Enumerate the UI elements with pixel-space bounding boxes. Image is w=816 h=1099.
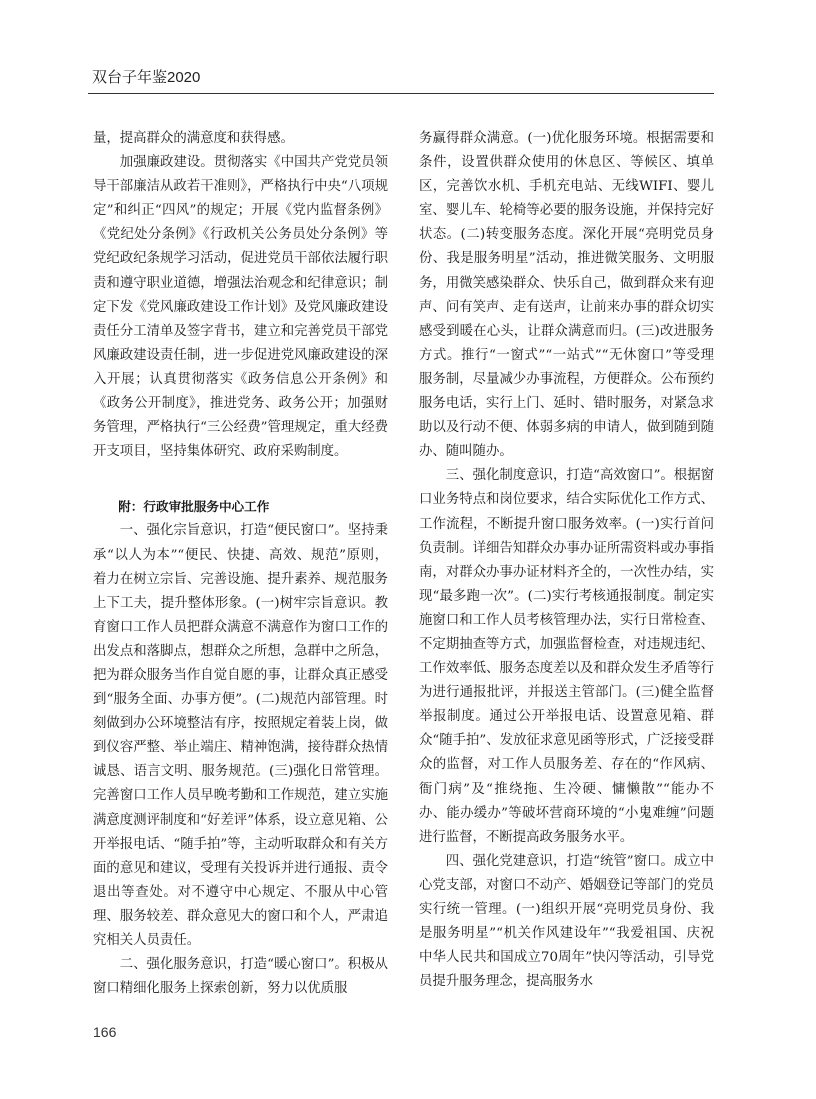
page-number: 166 [93, 1024, 117, 1040]
paragraph: 务赢得群众满意。(一)优化服务环境。根据需要和条件，设置供群众使用的休息区、等候区、填单区，完善饮水机、手机充电站、无线WIFI、婴儿室、婴儿车、轮椅等必要的服务设施，并保持完好状态。(二)转变服务态度。深化开展“亮明党员身份、我是服务明星”活动，推进微笑服务、文明服务，用微笑感染群众、快乐自己，做到群众来有迎声、问有笑声、走有送声，让前来办事的群众切实感受到暖在心头，让群众满意而归。(三)改进服务方式。推行“一窗式”“一站式”“无休窗口”等受理服务制，尽量减少办事流程，方便群众。公布预约服务电话，实行上门、延时、错时服务，对紧急求助以及行动不便、体弱多病的申请人，做到随到随办、随叫随办。 [419, 131, 714, 460]
paragraph: 四、强化党建意识，打造“统管”窗口。成立中心党支部，对窗口不动产、婚姻登记等部门的党员实行统一管理。(一)组织开展“亮明党员身份、我是服务明星”“机关作风建设年”“我爱祖国、庆祝中华人民共和国成立70周年”快闪等活动，引导党员提升服务理念，提高服务水 [419, 853, 714, 990]
section-heading: 附：行政审批服务中心工作 [118, 499, 270, 515]
paragraph: 二、强化服务意识，打造“暖心窗口”。积极从窗口精细化服务上探索创新，努力以优质服 [93, 957, 388, 997]
paragraph: 一、强化宗旨意识，打造“便民窗口”。坚持秉承“以人为本”“便民、快捷、高效、规范”原则，着力在树立宗旨、完善设施、提升素养、规范服务上下工夫，提升整体形象。(一)树牢宗旨意识。教育窗口工作人员把群众满意不满意作为窗口工作的出发点和落脚点，想群众之所想，急群中之所急，把为群众服务当作自觉自愿的事，让群众真正感受到“服务全面、办事方便”。(二)规范内部管理。时刻做到办公环境整洁有序，按照规定着装上岗，做到仪容严整、举止端庄、精神饱满，接待群众热情诚恳、语言文明、服务规范。(三)强化日常管理。完善窗口工作人员早晚考勤和工作规范，建立实施满意度测评制度和“好差评”体系，设立意见箱、公开举报电话、“随手拍”等，主动听取群众和有关方面的意见和建议，受理有关投诉并进行通报、责令退出等查处。对不遵守中心规定、不服从中心管理、服务较差、群众意见大的窗口和个人，严肃追究相关人员责任。 [93, 523, 388, 948]
paragraph: 三、强化制度意识，打造“高效窗口”。根据窗口业务特点和岗位要求，结合实际优化工作方式、工作流程，不断提升窗口服务效率。(一)实行首问负责制。详细告知群众办事办证所需资料或办事指南，对群众办事办证材料齐全的，一次性办结，实现“最多跑一次”。(二)实行考核通报制度。制定实施窗口和工作人员考核管理办法，实行日常检查、不定期抽查等方式，加强监督检查，对违规违纪、工作效率低、服务态度差以及和群众发生矛盾等行为进行通报批评，并报送主管部门。(三)健全监督举报制度。通过公开举报电话、设置意见箱、群众“随手拍”、发放征求意见函等形式，广泛接受群众的监督，对工作人员服务差、存在的“作风病、衙门病”及“推绕拖、生冷硬、慵懒散”“能办不办、能办缓办”等破坏营商环境的“小鬼难缠”问题进行监督，不断提高政务服务水平。 [419, 468, 714, 845]
right-column [419, 127, 714, 994]
header-rule [88, 93, 714, 94]
left-column [93, 127, 388, 1001]
paragraph: 加强廉政建设。贯彻落实《中国共产党党员领导干部廉洁从政若干准则》，严格执行中央“八项规定”和纠正“四风”的规定；开展《党内监督条例》《党纪处分条例》《行政机关公务员处分条例》等党纪政纪条规学习活动，促进党员干部依法履行职责和遵守职业道德，增强法治观念和纪律意识；制定下发《党风廉政建设工作计划》及党风廉政建设责任分工清单及签字背书，建立和完善党员干部党风廉政建设责任制，进一步促进党风廉政建设的深入开展；认真贯彻落实《政务信息公开条例》和《政务公开制度》，推进党务、政务公开；加强财务管理，严格执行“三公经费”管理规定，重大经费开支项目，坚持集体研究、政府采购制度。 [93, 155, 388, 460]
running-header: 双台子年鉴2020 [92, 69, 201, 86]
paragraph: 量，提高群众的满意度和获得感。 [93, 131, 294, 146]
